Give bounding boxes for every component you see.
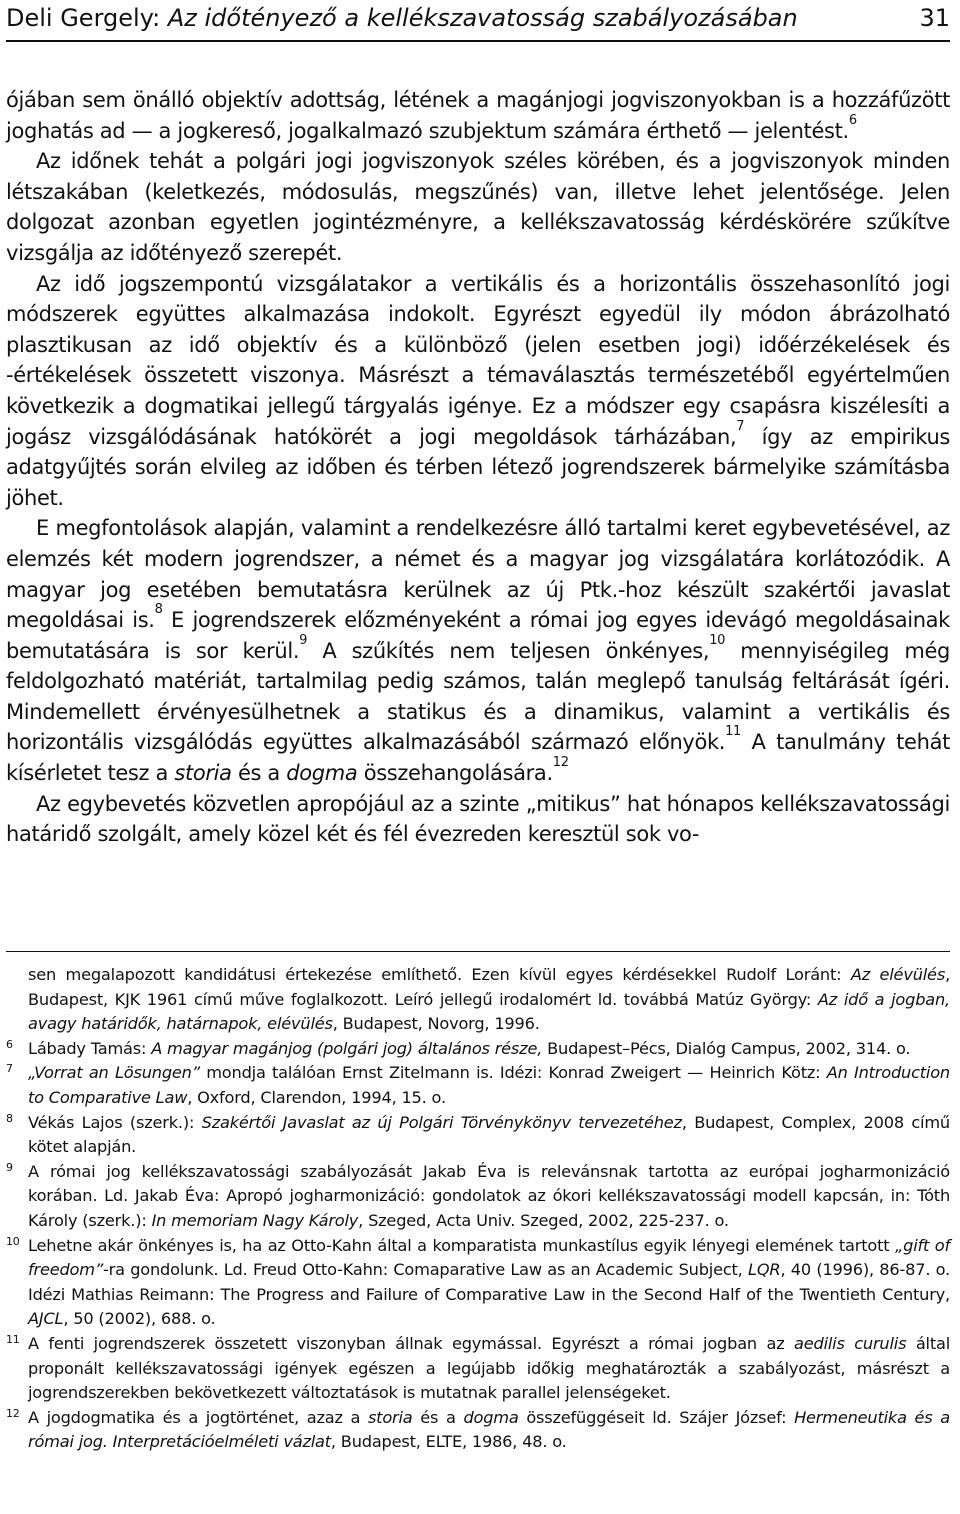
footnote-text: A fenti jogrendszerek összetett viszonyban állnak egymással. Egyrészt a római jogban az <box>28 1333 795 1353</box>
header-title: Az időtényező a kellékszavatosság szabályozásában <box>167 4 798 32</box>
header-rule <box>6 40 950 42</box>
footnote-text: Lábady Tamás: <box>28 1038 152 1058</box>
footnote-ref-6: 6 <box>848 112 857 128</box>
term-dogma: dogma <box>286 761 358 786</box>
footnote-8 <box>6 1111 950 1160</box>
footnote-9 <box>6 1160 950 1234</box>
paragraph-3-text-b: így az empirikus adatgyűjtés során elvileg az időben és térben létező jogrendszerek bármelyike számításba jöhet. <box>6 424 950 510</box>
footnote-text: , Budapest, Complex, 2008 című kötet alapján. <box>28 1112 950 1157</box>
paragraph-1 <box>6 85 950 146</box>
footnote-text: A jogdogmatika és a jogtörténet, azaz a <box>28 1407 368 1427</box>
footnote-ref-7: 7 <box>736 418 745 434</box>
footnote-italic: „gift of freedom” <box>28 1235 950 1280</box>
term-storia: storia <box>174 761 232 786</box>
header-author: Deli Gergely: <box>6 4 168 32</box>
footnote-italic: Szakértői Javaslat az új Polgári Törvénykönyv tervezetéhez <box>201 1112 682 1132</box>
paragraph-4-text-a: E megfontolások alapján, valamint a rendelkezésre álló tartalmi keret egybevetésével, az elemzés két modern jogrendszer, a német és a magyar jog vizsgálatára korlátozódik. A magyar jog esetében bemutatásra kerülnek az új Ptk.-hoz készült szakértői javaslat megoldásai is. <box>6 516 950 633</box>
footnote-12 <box>6 1406 950 1455</box>
footnote-text: , Budapest, ELTE, 1986, 48. o. <box>330 1432 567 1452</box>
paragraph-4-text-c: A szűkítés nem teljesen önkényes, <box>307 638 710 663</box>
footnote-ref-8: 8 <box>154 602 163 618</box>
footnote-number: 10 <box>6 1234 20 1248</box>
footnote-number: 9 <box>6 1160 13 1174</box>
paragraph-3-text-a: Az idő jogszempontú vizsgálatakor a vertikális és a horizontális összehasonlító jogi módszerek együttes alkalmazása indokolt. Egyrészt egyedül ily módon ábrázolható plasztikusan az idő objektív és a különböző (jelen esetben jogi) időérzékelések és -értékelések összetett viszonya. Másrészt a témaválasztás természetéből egyértelműen következik a dogmatikai jellegű tárgyalás igénye. Ez a módszer egy csapásra kiszélesíti a jogász vizsgálódásának hatókörét a jogi megoldások tárházában, <box>6 271 950 449</box>
footnote-text: összefüggéseit ld. Szájer József: <box>518 1407 795 1427</box>
footnote-11 <box>6 1332 950 1406</box>
footnote-text: A római jog kellékszavatossági szabályozását Jakab Éva is relevánsnak tartotta az európai jogharmonizáció korában. Ld. Jakab Éva: Apropó jogharmonizáció: gondolatok az ókori kellékszavatossági modell kapcsán, in: Tóth Károly (szerk.): <box>28 1161 950 1230</box>
footnote-ref-9: 9 <box>299 632 308 648</box>
footnote-number: 6 <box>6 1037 13 1051</box>
footnote-text: által proponált kellékszavatossági igények egészen a legújabb időkig meghatározták a szabályozást, másrészt a jogrendszerekben bekövetkezett változtatások is mutatnak parallel jelenségeket. <box>28 1333 950 1403</box>
footnote-text: , 40 (1996), 86-87. o. Idézi Mathias Reimann: The Progress and Failure of Comparative Law in the Second Half of the Twentieth Century, <box>28 1260 950 1304</box>
footnote-ref-10: 10 <box>709 632 726 648</box>
footnote-italic: storia <box>367 1407 413 1427</box>
footnote-text: , Oxford, Clarendon, 1994, 15. o. <box>187 1087 446 1107</box>
paragraph-4-text-e: A tanulmány tehát kísérletet tesz a <box>6 730 950 786</box>
footnote-text: , 50 (2002), 688. o. <box>63 1309 216 1329</box>
footnote-ref-11: 11 <box>725 724 741 740</box>
footnote-text: és a <box>412 1407 464 1427</box>
footnote-text: , Budapest, KJK 1961 című műve foglalkozott. Leíró jellegű irodalomért ld. továbbá Matúz György: <box>28 965 951 1009</box>
footnote-italic: Az elévülés <box>850 965 946 984</box>
footnote-text: Budapest–Pécs, Dialóg Campus, 2002, 314. o. <box>542 1038 911 1058</box>
footnote-number: 7 <box>6 1062 13 1076</box>
footnote-italic: „Vorrat an Lösungen” <box>28 1063 200 1083</box>
paragraph-4-text-d: mennyiségileg még feldolgozható matériát, tartalmilag pedig számos, talán meglepő tanulság feltárását ígéri. Mindemellett érvényesülhetnek a statikus és a dinamikus, valamint a vertikális és horizontális vizsgálódás együttes alkalmazásából származó előnyök. <box>6 638 950 755</box>
footnote-number: 12 <box>6 1406 20 1420</box>
paragraph-2: Az időnek tehát a polgári jogi jogviszonyok széles körében, és a jogviszonyok minden létszakában (keletkezés, módosulás, megszűnés) van, illetve lehet jelentősége. Jelen dolgozat azonban egyetlen jogintézményre, a kellékszavatosság kérdéskörére szűkítve vizsgálja az időtényező szerepét. <box>6 149 950 265</box>
paragraph-5: Az egybevetés közvetlen apropójául az a szinte „mitikus” hat hónapos kellékszavatossági határidő szolgált, amely közel két és fél évezreden keresztül sok vo- <box>6 791 950 847</box>
footnote-italic: A magyar magánjog (polgári jog) általános része, <box>151 1038 543 1058</box>
footnote-italic: Az idő a jogban, avagy határidők, határnapok, elévülés <box>28 989 950 1034</box>
footnote-text: sen megalapozott kandidátusi értekezése említhető. Ezen kívül egyes kérdésekkel Rudolf Loránt: <box>28 965 851 984</box>
footnote-separator <box>6 951 950 952</box>
footnote-text: , Budapest, Novorg, 1996. <box>332 1014 540 1034</box>
footnote-text: , Szeged, Acta Univ. Szeged, 2002, 225-237. o. <box>358 1210 729 1230</box>
paragraph-1-text: ójában sem önálló objektív adottság, létének a magánjogi jogviszonyokban is a hozzáfűzött joghatás ad — a jogkereső, jogalkalmazó szubjektum számára érthető — jelentést. <box>6 88 950 143</box>
paragraph-4 <box>6 513 950 788</box>
footnote-number: 11 <box>6 1332 20 1346</box>
footnote-italic: AJCL <box>28 1309 64 1329</box>
paragraph-4-text-b: E jogrendszerek előzményeként a római jog egyes idevágó megoldásainak bemutatására is sor kerül. <box>6 608 950 663</box>
footnote-italic: dogma <box>463 1407 519 1427</box>
footnote-italic: Hermeneutika és a római jog. Interpretációelméleti vázlat <box>28 1407 950 1452</box>
footnote-italic: aedilis curulis <box>794 1333 907 1353</box>
footnote-7 <box>6 1061 950 1110</box>
footnote-number: 8 <box>6 1111 13 1125</box>
footnote-italic: In memoriam Nagy Károly <box>151 1210 359 1230</box>
paragraph-4-text-g: összehangolására. <box>357 761 553 786</box>
footnote-text: Vékás Lajos (szerk.): <box>28 1112 202 1132</box>
footnote-text: mondja találóan Ernst Zitelmann is. Idézi: Konrad Zweigert — Heinrich Kötz: <box>199 1063 827 1083</box>
page-number: 31 <box>919 4 950 32</box>
footnote-text: Lehetne akár önkényes is, ha az Otto-Kahn által a komparatista munkastílus egyik lényegi elemének tartott <box>28 1235 895 1255</box>
footnote-6 <box>6 1037 950 1062</box>
paragraph-4-text-f: és a <box>231 761 287 786</box>
footnotes <box>6 963 950 1455</box>
main-text <box>6 85 950 850</box>
footnote-continuation <box>6 963 950 1037</box>
footnote-italic: An Introduction to Comparative Law <box>28 1063 950 1107</box>
footnote-10 <box>6 1234 950 1332</box>
footnote-italic: LQR <box>748 1260 781 1280</box>
footnote-text: -ra gondolunk. Ld. Freud Otto-Kahn: Comaparative Law as an Academic Subject, <box>103 1260 749 1280</box>
running-title <box>6 0 798 36</box>
running-header <box>6 0 950 36</box>
footnote-ref-12: 12 <box>552 755 569 771</box>
paragraph-3 <box>6 269 950 514</box>
